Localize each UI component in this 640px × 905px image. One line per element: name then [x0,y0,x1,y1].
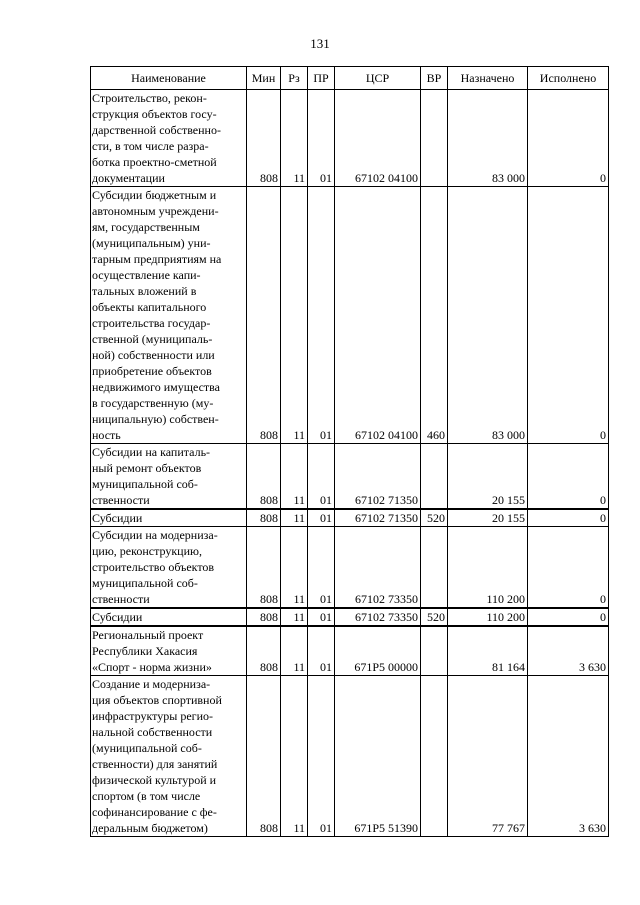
cell-rz: 11 [281,90,308,187]
cell-assigned: 81 164 [448,626,528,676]
row-name: Субсидии на модерниза- цию, реконструкцию, строительство объектов муниципальной соб- ственности [92,528,218,606]
cell-vr [421,90,448,187]
cell-vr [421,444,448,510]
cell-pr: 01 [308,187,335,444]
cell-assigned: 83 000 [448,90,528,187]
col-header-pr: ПР [308,67,335,90]
cell-assigned: 110 200 [448,608,528,626]
cell-name [91,626,247,676]
cell-vr: 460 [421,187,448,444]
cell-executed: 0 [528,608,609,626]
col-header-vr: ВР [421,67,448,90]
cell-csr: 671P5 00000 [335,626,421,676]
cell-pr: 01 [308,626,335,676]
cell-name [91,676,247,837]
cell-assigned: 20 155 [448,444,528,510]
cell-executed: 0 [528,90,609,187]
cell-executed: 0 [528,527,609,609]
cell-name [91,608,247,626]
cell-pr: 01 [308,444,335,510]
col-header-assigned: Назначено [448,67,528,90]
table-row [91,187,609,444]
cell-min: 808 [247,509,281,527]
cell-name [91,187,247,444]
cell-rz: 11 [281,608,308,626]
header-row [91,67,609,90]
cell-min: 808 [247,187,281,444]
cell-name [91,444,247,510]
row-name: Субсидии бюджетным и автономным учреждени- ям, государственным (муниципальным) уни- тарным предприятиям на осуществление капи- тальных вложений в объекты капитального строительства государ- ственной (муниципаль- ной) собственности или приобретение объектов недвижимого имущества в государственную (му- ниципальную) собствен- ность [92,188,222,442]
cell-min: 808 [247,676,281,837]
cell-pr: 01 [308,527,335,609]
table-row [91,527,609,609]
cell-vr [421,626,448,676]
cell-rz: 11 [281,676,308,837]
table-row [91,608,609,626]
cell-vr [421,527,448,609]
cell-csr: 67102 73350 [335,608,421,626]
cell-name [91,527,247,609]
table-row [91,626,609,676]
row-name: Региональный проект Республики Хакасия «Спорт - норма жизни» [92,628,212,674]
col-header-min: Мин [247,67,281,90]
cell-pr: 01 [308,676,335,837]
col-header-executed: Исполнено [528,67,609,90]
col-header-rz: Рз [281,67,308,90]
cell-pr: 01 [308,608,335,626]
cell-executed: 3 630 [528,676,609,837]
cell-executed: 0 [528,444,609,510]
cell-name [91,90,247,187]
row-name: Создание и модерниза- ция объектов спортивной инфраструктуры регио- нальной собственности (муниципальной соб- ственности) для занятий физической культурой и спортом (в том числе софинансирование с фе- деральным бюджетом) [92,677,222,835]
cell-min: 808 [247,90,281,187]
col-header-name: Наименование [91,67,247,90]
cell-vr: 520 [421,509,448,527]
cell-min: 808 [247,527,281,609]
cell-csr: 671P5 51390 [335,676,421,837]
table-row [91,90,609,187]
cell-rz: 11 [281,444,308,510]
cell-rz: 11 [281,527,308,609]
cell-min: 808 [247,608,281,626]
col-header-csr: ЦСР [335,67,421,90]
cell-executed: 0 [528,187,609,444]
table-row [91,676,609,837]
table-body [91,90,609,837]
row-name: Субсидии [92,610,143,624]
page-number: 131 [310,36,330,51]
cell-name [91,509,247,527]
cell-csr: 67102 71350 [335,509,421,527]
cell-pr: 01 [308,90,335,187]
cell-csr: 67102 04100 [335,187,421,444]
table-row [91,444,609,510]
cell-executed: 3 630 [528,626,609,676]
cell-csr: 67102 73350 [335,527,421,609]
cell-pr: 01 [308,509,335,527]
cell-vr [421,676,448,837]
cell-assigned: 110 200 [448,527,528,609]
cell-assigned: 83 000 [448,187,528,444]
budget-table [90,66,609,837]
cell-csr: 67102 04100 [335,90,421,187]
cell-assigned: 20 155 [448,509,528,527]
row-name: Строительство, рекон- струкция объектов госу- дарственной собственно- сти, в том числе разра- ботка проектно-сметной документации [92,91,221,185]
cell-executed: 0 [528,509,609,527]
cell-assigned: 77 767 [448,676,528,837]
cell-vr: 520 [421,608,448,626]
cell-rz: 11 [281,626,308,676]
cell-rz: 11 [281,187,308,444]
cell-rz: 11 [281,509,308,527]
cell-min: 808 [247,626,281,676]
table-row [91,509,609,527]
row-name: Субсидии [92,511,143,525]
cell-min: 808 [247,444,281,510]
cell-csr: 67102 71350 [335,444,421,510]
row-name: Субсидии на капиталь- ный ремонт объектов муниципальной соб- ственности [92,445,211,507]
